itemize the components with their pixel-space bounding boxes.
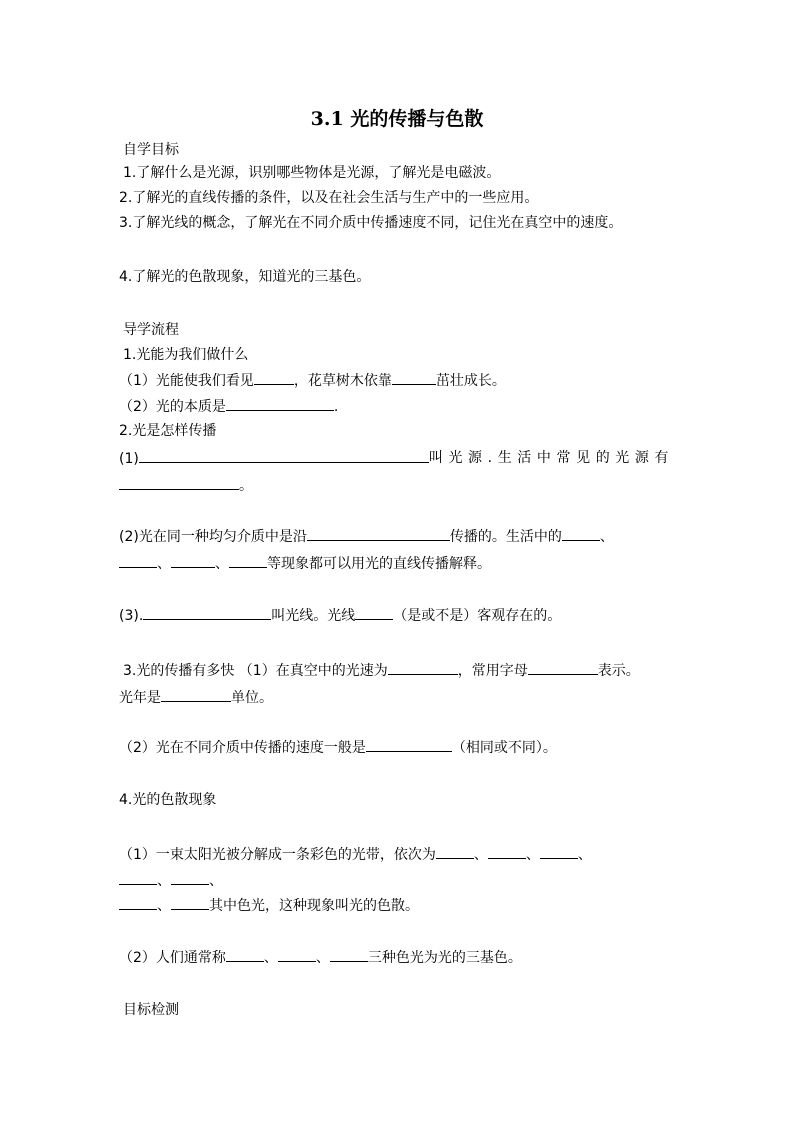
- answer-blank[interactable]: [171, 871, 209, 885]
- question-text: .: [333, 399, 339, 415]
- question-text: ，花草树木依靠: [293, 373, 392, 389]
- question-line: [119, 371, 506, 390]
- question-line: [119, 896, 419, 915]
- question-line: [119, 871, 223, 890]
- answer-blank[interactable]: [226, 948, 264, 962]
- answer-blank[interactable]: [119, 476, 239, 490]
- question-text: （相同或不同）。: [451, 740, 557, 756]
- question-text: （2）光在不同介质中传播的速度一般是: [119, 740, 366, 756]
- answer-blank[interactable]: [171, 896, 209, 910]
- separator: 、: [577, 847, 592, 863]
- question-text: 3.光的传播有多快 （1）在真空中的光速为: [123, 663, 388, 679]
- question-line: [123, 661, 640, 680]
- guide-heading: 导学流程: [123, 322, 179, 338]
- answer-blank[interactable]: [119, 871, 157, 885]
- question-text: 、: [599, 529, 614, 545]
- question-text: 、: [157, 556, 171, 572]
- question-text: (1): [119, 451, 139, 467]
- objectives-heading: 自学目标: [123, 142, 179, 158]
- question-text: 单位。: [231, 690, 273, 706]
- question-text: 光年是: [119, 690, 161, 706]
- objective-item: 3.了解光线的概念，了解光在不同介质中传播速度不同，记住光在真空中的速度。: [119, 215, 623, 231]
- question-text: ，常用字母: [457, 663, 528, 679]
- question-text: 茁壮成长。: [435, 373, 506, 389]
- question-line: [119, 476, 253, 495]
- question-text: 其中色光，这种现象叫光的色散。: [209, 898, 419, 914]
- question-line: [119, 606, 561, 625]
- answer-blank[interactable]: [355, 606, 393, 620]
- question-text: 叫光源.生活中常见的光源有: [428, 450, 675, 466]
- page-title: 3.1 光的传播与色散: [310, 108, 484, 130]
- answer-blank[interactable]: [229, 554, 267, 568]
- question-line: [119, 948, 522, 967]
- answer-blank[interactable]: [143, 606, 271, 620]
- answer-blank[interactable]: [307, 527, 450, 541]
- question-text: 等现象都可以用光的直线传播解释。: [267, 556, 491, 572]
- answer-blank[interactable]: [139, 449, 429, 463]
- question-text: 三种色光为光的三基色。: [367, 950, 522, 966]
- answer-blank[interactable]: [562, 527, 600, 541]
- section-title: 2.光是怎样传播: [119, 423, 217, 439]
- section-title: 4.光的色散现象: [119, 792, 217, 808]
- question-line: [119, 738, 557, 757]
- question-text: (3).: [119, 608, 144, 624]
- separator: 、: [157, 873, 171, 889]
- objective-item: 1.了解什么是光源，识别哪些物体是光源，了解光是电磁波。: [123, 165, 501, 181]
- question-line: [119, 527, 614, 546]
- question-text: （2）光的本质是: [119, 399, 226, 415]
- answer-blank[interactable]: [254, 371, 294, 385]
- answer-blank[interactable]: [392, 371, 436, 385]
- answer-blank[interactable]: [119, 554, 157, 568]
- separator: 、: [157, 898, 171, 914]
- question-text: 叫光线。光线: [271, 608, 356, 624]
- section-title: 1.光能为我们做什么: [123, 347, 249, 363]
- question-text: （1）光能使我们看见: [119, 373, 254, 389]
- question-text: 传播的。生活中的: [449, 529, 562, 545]
- answer-blank[interactable]: [540, 845, 578, 859]
- question-text: （1）一束太阳光被分解成一条彩色的光带，依次为: [119, 847, 436, 863]
- question-text: 表示。: [597, 663, 640, 679]
- answer-blank[interactable]: [528, 661, 598, 675]
- question-text: 、: [215, 556, 229, 572]
- answer-blank[interactable]: [436, 845, 474, 859]
- answer-blank[interactable]: [119, 896, 157, 910]
- separator: 、: [209, 873, 223, 889]
- question-text: 。: [239, 478, 253, 494]
- question-line: [119, 554, 491, 573]
- answer-blank[interactable]: [171, 554, 215, 568]
- objective-item: 2.了解光的直线传播的条件，以及在社会生活与生产中的一些应用。: [119, 190, 539, 206]
- answer-blank[interactable]: [161, 688, 231, 702]
- question-line: [119, 397, 338, 416]
- separator: 、: [263, 950, 278, 966]
- question-line: [119, 845, 592, 864]
- question-line: [119, 688, 273, 707]
- question-text: （是或不是）客观存在的。: [393, 608, 562, 624]
- separator: 、: [525, 847, 540, 863]
- answer-blank[interactable]: [330, 948, 368, 962]
- separator: 、: [473, 847, 488, 863]
- answer-blank[interactable]: [488, 845, 526, 859]
- objective-item: 4.了解光的色散现象，知道光的三基色。: [119, 269, 371, 285]
- answer-blank[interactable]: [226, 397, 334, 411]
- check-heading: 目标检测: [123, 1002, 179, 1018]
- separator: 、: [315, 950, 330, 966]
- answer-blank[interactable]: [388, 661, 458, 675]
- answer-blank[interactable]: [278, 948, 316, 962]
- question-line: [119, 449, 673, 468]
- question-text: (2)光在同一种均匀介质中是沿: [119, 529, 307, 545]
- question-text: （2）人们通常称: [119, 950, 226, 966]
- answer-blank[interactable]: [366, 738, 452, 752]
